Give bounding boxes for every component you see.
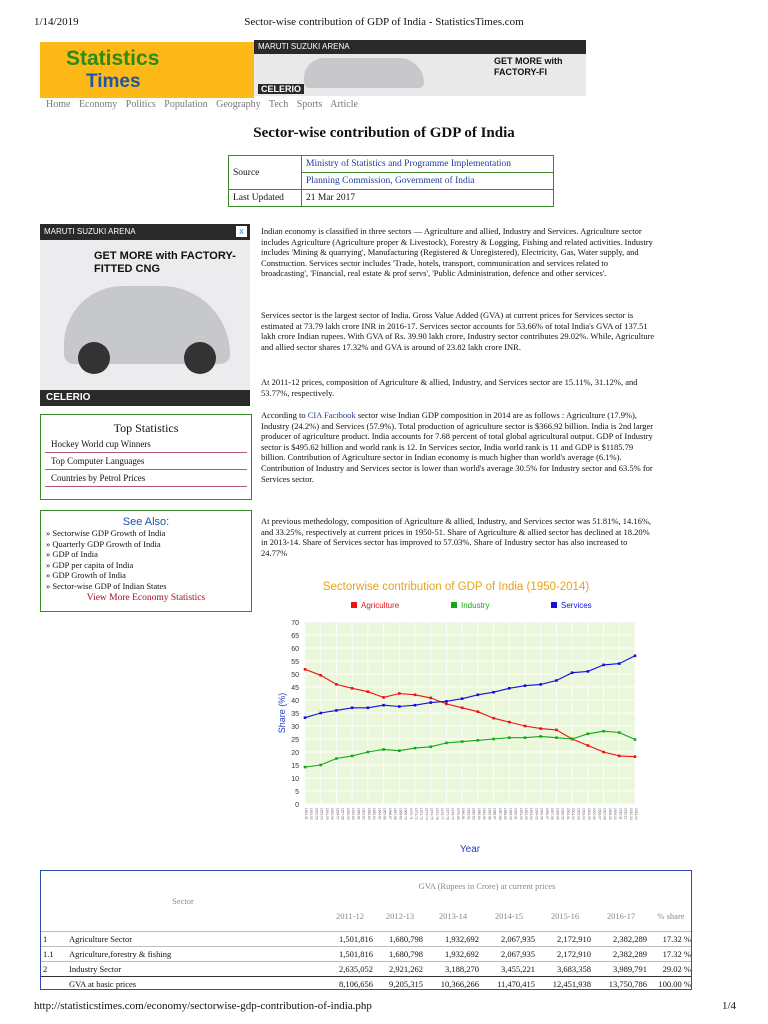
y-tick-label: 50 <box>291 672 299 679</box>
data-point <box>461 697 464 700</box>
source-link-ministry[interactable]: Ministry of Statistics and Programme Implementation <box>302 156 554 173</box>
main-nav <box>46 99 364 110</box>
data-point <box>634 755 637 758</box>
x-tick-label: 1956-57 <box>335 808 340 820</box>
data-point <box>398 749 401 752</box>
row-value: 8,106,656 <box>339 979 373 989</box>
nav-home[interactable]: Home <box>46 99 71 110</box>
see-also-link[interactable]: » Sectorwise GDP Growth of India <box>46 528 166 538</box>
row-share: 17.32 % <box>662 934 691 944</box>
x-tick-label: 1958-59 <box>345 808 350 820</box>
services-paragraph: Services sector is the largest sector of India. Gross Value Added (GVA) at current prices for Services sector is estimated at 73.79 lakh crore INR in 2016-17. Services sector accounts for 53.66% of total India's GVA of 137.51 lakh crore Indian rupees. With GVA of Rs. 39.90 lakh crore, Industry sector contributes 29.02%. While, Agriculture and allied sector shares 17.32% and GVA is around of 23.82 lakh crore INR. <box>261 310 655 352</box>
data-point <box>319 674 322 677</box>
x-tick-label: 1975-76 <box>434 808 439 820</box>
x-tick-label: 1997-98 <box>550 808 555 820</box>
x-tick-label: 2006-07 <box>597 808 602 820</box>
table-row <box>41 977 692 991</box>
top-statistics-box <box>40 414 252 500</box>
row-number <box>41 977 67 991</box>
year-header: 2014-15 <box>494 910 524 921</box>
x-tick-label: 1950-51 <box>304 808 308 820</box>
row-share: 100.00 % <box>658 979 691 989</box>
data-point <box>382 696 385 699</box>
x-tick-label: 1990-91 <box>513 808 518 820</box>
row-sector-name: Agriculture Sector <box>69 934 133 944</box>
data-point <box>555 736 558 739</box>
table-row <box>41 962 692 977</box>
x-tick-label: 2008-09 <box>607 808 612 820</box>
data-point <box>367 707 370 710</box>
see-also-link[interactable]: » GDP Growth of India <box>46 570 126 580</box>
ad-model: CELERIO <box>40 390 250 406</box>
data-point <box>634 655 637 658</box>
data-point <box>429 697 432 700</box>
x-tick-label: 1966-67 <box>387 808 392 820</box>
legend-marker <box>351 602 357 608</box>
data-point <box>539 683 542 686</box>
data-point <box>367 690 370 693</box>
data-point <box>445 742 448 745</box>
data-point <box>508 736 511 739</box>
data-point <box>508 687 511 690</box>
data-point <box>492 717 495 720</box>
data-point <box>524 684 527 687</box>
x-tick-label: 2004-05 <box>586 808 591 820</box>
x-tick-label: 2007-08 <box>602 808 607 820</box>
year-header: 2013-14 <box>438 910 468 921</box>
x-tick-label: 1964-65 <box>377 808 382 820</box>
row-value: 2,921,262 <box>389 964 423 974</box>
source-label: Source <box>229 156 302 190</box>
page-title: Sector-wise contribution of GDP of India <box>253 125 515 141</box>
legend-marker <box>551 602 557 608</box>
prices-paragraph: At 2011-12 prices, composition of Agriculture & allied, Industry, and Services sector are 15.11%, 31.12%, and 53.77%, respectively. <box>261 377 638 398</box>
x-tick-label: 1959-60 <box>351 808 356 820</box>
print-page-number: 1/4 <box>722 1000 737 1012</box>
x-tick-label: 2011-12 <box>623 808 628 820</box>
updated-label: Last Updated <box>229 190 302 207</box>
legend-label: Services <box>561 601 592 610</box>
row-share: 17.32 % <box>662 949 691 959</box>
data-point <box>492 691 495 694</box>
x-tick-label: 1961-62 <box>361 808 366 820</box>
intro-paragraph: Indian economy is classified in three sectors — Agriculture and allied, Industry and Services. Agriculture sector includes Agriculture (Agriculture proper & Livestock), Forestry & Logging, Fishing and related activities. Industry includes 'Mining & quarrying', Manufacturing (Registered & Unregistered), Electricity, Gas, Water supply, and Construction. Services sector includes 'Trade, hotels, transport, communication and services related to broadcasting', 'Financial, real estate & prof servs', 'Public Administration, defence and other services'. <box>261 226 653 279</box>
x-tick-label: 2003-04 <box>581 808 586 820</box>
data-point <box>508 721 511 724</box>
x-tick-label: 2010-11 <box>618 808 623 820</box>
y-tick-label: 65 <box>291 633 299 640</box>
x-tick-label: 2005-06 <box>592 808 597 820</box>
row-value: 2,635,052 <box>339 964 373 974</box>
nav-tech[interactable]: Tech <box>268 99 289 110</box>
x-tick-label: 1991-92 <box>518 808 523 820</box>
x-tick-label: 1996-97 <box>544 808 549 820</box>
x-tick-label: 1957-58 <box>340 808 345 820</box>
data-point <box>618 755 621 758</box>
table-row <box>41 932 692 947</box>
nav-sports[interactable]: Sports <box>296 99 323 110</box>
y-tick-label: 20 <box>291 750 299 757</box>
data-point <box>539 727 542 730</box>
legend-marker <box>451 602 457 608</box>
ad-brand: MARUTI SUZUKI ARENA <box>40 224 250 240</box>
row-sector-name: GVA at basic prices <box>69 979 137 989</box>
nav-geography[interactable]: Geography <box>216 99 261 110</box>
x-tick-label: 1962-63 <box>366 808 371 820</box>
data-point <box>555 729 558 732</box>
source-link-planning-commission[interactable]: Planning Commission, Government of India <box>302 173 554 190</box>
view-more-link[interactable]: View More Economy Statistics <box>86 593 206 603</box>
data-point <box>304 766 307 769</box>
x-tick-label: 1970-71 <box>408 808 413 820</box>
x-axis-title: Year <box>459 844 481 855</box>
x-tick-label: 2013-14 <box>634 808 638 820</box>
row-value: 10,366,266 <box>440 979 479 989</box>
data-point <box>382 704 385 707</box>
data-point <box>571 738 574 741</box>
cia-text: sector wise Indian GDP composition in 2014 are as follows : Agriculture (17.9%), Industry (24.2%) and Services (57.9%). Total production of agriculture sector is $366.92 billion. India is 2nd larger producer of agriculture product. India accounts for 7.68 percent of total global agricultural output. GDP of Industry sector is $495.62 billion and world rank is 12. In Services sector, India world rank is 11 and GDP is $1185.79 billion. Contribution of Agriculture sector in Indian economy is much higher than world's average (6.1%). Contribution of Industry and Services sector is lower than world's average 30.5% for Industry sector and 63.5% for Services sector. <box>261 410 654 484</box>
x-tick-label: 1978-79 <box>450 808 455 820</box>
row-sector-name: Industry Sector <box>69 964 122 974</box>
x-tick-label: 1998-99 <box>555 808 560 820</box>
top-stat-link[interactable]: Hockey World cup Winners <box>45 436 247 453</box>
x-tick-label: 2000-01 <box>565 808 570 820</box>
data-point <box>319 712 322 715</box>
row-value: 2,172,910 <box>557 934 591 944</box>
data-point <box>524 736 527 739</box>
see-also-link[interactable]: » Sector-wise GDP of Indian States <box>46 580 167 591</box>
source-table <box>228 155 554 207</box>
row-value: 11,470,415 <box>497 979 535 989</box>
data-point <box>587 744 590 747</box>
data-point <box>587 670 590 673</box>
x-tick-label: 1960-61 <box>356 808 361 820</box>
row-value: 1,932,692 <box>445 949 479 959</box>
x-tick-label: 1980-81 <box>461 808 466 820</box>
data-point <box>429 746 432 749</box>
row-value: 1,680,798 <box>389 949 423 959</box>
x-tick-label: 1985-86 <box>487 808 492 820</box>
site-logo[interactable] <box>40 42 254 98</box>
x-tick-label: 1994-95 <box>534 808 539 820</box>
row-value: 1,680,798 <box>389 934 423 944</box>
x-tick-label: 1972-73 <box>419 808 424 820</box>
y-tick-label: 40 <box>291 698 299 705</box>
data-point <box>492 738 495 741</box>
year-header: 2012-13 <box>385 910 415 921</box>
data-point <box>445 703 448 706</box>
data-point <box>367 751 370 754</box>
row-share: 29.02 % <box>662 964 691 974</box>
y-tick-label: 30 <box>291 724 299 731</box>
x-tick-label: 2002-03 <box>576 808 581 820</box>
x-tick-label: 1971-72 <box>414 808 418 820</box>
data-point <box>414 747 417 750</box>
data-point <box>571 671 574 674</box>
data-point <box>335 709 338 712</box>
see-also-link[interactable]: » Quarterly GDP Growth of India <box>46 538 161 549</box>
row-value: 2,382,289 <box>613 934 647 944</box>
data-point <box>461 740 464 743</box>
data-point <box>351 687 354 690</box>
y-tick-label: 10 <box>291 776 299 783</box>
data-point <box>319 764 322 767</box>
x-tick-label: 1973-74 <box>424 808 429 820</box>
data-point <box>414 694 417 697</box>
row-value: 13,750,786 <box>608 979 647 989</box>
x-tick-label: 1952-53 <box>314 808 319 820</box>
data-point <box>461 707 464 710</box>
x-tick-label: 1981-82 <box>466 808 471 820</box>
data-point <box>602 751 605 754</box>
x-tick-label: 1963-64 <box>372 808 377 820</box>
row-number: 2 <box>43 964 48 974</box>
y-tick-label: 15 <box>291 763 299 770</box>
row-value: 3,989,791 <box>613 964 647 974</box>
row-value: 3,188,270 <box>445 964 479 974</box>
print-page-title: Sector-wise contribution of GDP of India - StatisticsTimes.com <box>244 16 524 28</box>
sidebar-ad[interactable] <box>40 224 250 406</box>
y-tick-label: 55 <box>291 659 299 666</box>
data-point <box>477 694 480 697</box>
x-tick-label: 2012-13 <box>628 808 633 820</box>
updated-value: 21 Mar 2017 <box>302 190 554 207</box>
see-also-box <box>40 510 252 612</box>
x-tick-label: 1968-69 <box>398 808 403 820</box>
data-point <box>555 679 558 682</box>
top-banner-ad[interactable] <box>254 40 586 96</box>
data-point <box>618 662 621 665</box>
data-point <box>429 701 432 704</box>
nav-article[interactable]: Article <box>330 99 358 110</box>
x-tick-label: 1955-56 <box>330 808 335 820</box>
x-tick-label: 1967-68 <box>393 808 398 820</box>
chart-title: Sectorwise contribution of GDP of India (1950-2014) <box>322 581 590 593</box>
gdp-share-chart <box>255 576 657 860</box>
legend-label: Agriculture <box>361 601 400 610</box>
ad-brand: MARUTI SUZUKI ARENA <box>254 40 586 54</box>
ad-model: CELERIO <box>258 84 304 94</box>
data-point <box>335 683 338 686</box>
x-tick-label: 1989-90 <box>508 808 513 820</box>
data-point <box>414 704 417 707</box>
x-tick-label: 1965-66 <box>382 808 387 820</box>
x-tick-label: 1988-89 <box>503 808 508 820</box>
x-tick-label: 1982-83 <box>471 808 476 820</box>
x-tick-label: 1992-93 <box>524 808 528 820</box>
data-point <box>602 664 605 667</box>
logo-line-1: Statistics <box>66 47 160 70</box>
ad-close-icon[interactable]: x <box>236 226 247 237</box>
y-tick-label: 5 <box>295 789 299 796</box>
data-point <box>477 739 480 742</box>
x-tick-label: 1987-88 <box>497 808 502 820</box>
data-point <box>382 748 385 751</box>
x-tick-label: 1954-55 <box>324 808 329 820</box>
top-stat-link[interactable]: Countries by Petrol Prices <box>45 470 247 487</box>
y-tick-label: 0 <box>295 802 299 809</box>
data-point <box>602 730 605 733</box>
gva-group-header: GVA (Rupees in Crore) at current prices <box>418 880 556 891</box>
logo-line-2: Times <box>86 71 141 92</box>
x-tick-label: 1951-52 <box>309 808 314 820</box>
y-tick-label: 45 <box>291 685 299 692</box>
cia-factbook-link[interactable]: CIA Factbook <box>307 410 356 420</box>
row-value: 3,683,358 <box>557 964 591 974</box>
data-point <box>351 707 354 710</box>
x-tick-label: 1969-70 <box>403 808 408 820</box>
row-value: 2,172,910 <box>557 949 591 959</box>
x-tick-label: 1974-75 <box>429 808 434 820</box>
data-point <box>634 738 637 741</box>
row-number: 1.1 <box>43 949 54 959</box>
table-row <box>41 947 692 962</box>
x-tick-label: 1993-94 <box>529 808 534 820</box>
data-point <box>351 755 354 758</box>
row-value: 9,205,315 <box>389 979 423 989</box>
data-point <box>304 716 307 719</box>
data-point <box>587 733 590 736</box>
history-paragraph: At previous methedology, composition of Agriculture & allied, Industry, and Services sector was 51.81%, 14.16%, and 33.25%, respectively at current prices in 1950-51. Share of Agriculture & allied sector has declined at 18.20% in 2013-14. Share of Services sector has improved to 57.03%. Share of Industry sector has also increased to 24.77% <box>261 516 652 558</box>
ad-tagline: GET MORE with FACTORY-FITTED CNG <box>94 250 236 275</box>
share-header: % share <box>657 910 685 921</box>
ad-tagline: GET MORE with FACTORY-FI <box>494 56 563 77</box>
y-axis-title: Share (%) <box>277 692 287 734</box>
year-header: 2015-16 <box>550 910 580 921</box>
nav-politics[interactable]: Politics <box>125 99 156 110</box>
nav-population[interactable]: Population <box>164 99 208 110</box>
sector-header: Sector <box>172 896 194 906</box>
row-number: 1 <box>43 934 48 944</box>
print-url: http://statisticstimes.com/economy/sectorwise-gdp-contribution-of-india.php <box>34 1000 372 1012</box>
see-also-link[interactable]: » GDP of India <box>46 549 98 559</box>
data-point <box>539 735 542 738</box>
see-also-title: See Also: <box>122 516 170 528</box>
x-tick-label: 2009-10 <box>613 808 618 820</box>
data-point <box>477 710 480 713</box>
see-also-link[interactable]: » GDP per capita of India <box>46 559 134 570</box>
x-tick-label: 1953-54 <box>319 808 324 820</box>
data-point <box>618 731 621 734</box>
legend-label: Industry <box>461 601 490 610</box>
row-sector-name: Agriculture,forestry & fishing <box>69 949 172 959</box>
top-stat-link[interactable]: Top Computer Languages <box>45 453 247 470</box>
x-tick-label: 1979-80 <box>455 808 460 820</box>
year-header: 2016-17 <box>606 910 636 921</box>
x-tick-label: 1983-84 <box>476 808 481 820</box>
row-value: 2,067,935 <box>501 934 535 944</box>
gva-table <box>41 871 692 990</box>
print-date: 1/14/2019 <box>34 16 79 28</box>
x-tick-label: 1986-87 <box>492 808 497 820</box>
x-tick-label: 1999-00 <box>560 808 565 820</box>
data-point <box>524 725 527 728</box>
data-point <box>398 705 401 708</box>
x-tick-label: 1976-77 <box>440 808 445 820</box>
cia-prefix: According to <box>261 410 308 420</box>
year-header: 2011-12 <box>335 910 364 921</box>
row-value: 1,501,816 <box>339 949 373 959</box>
y-tick-label: 35 <box>291 711 299 718</box>
row-value: 2,067,935 <box>501 949 535 959</box>
row-value: 2,382,289 <box>613 949 647 959</box>
data-point <box>445 700 448 703</box>
car-image <box>64 286 230 364</box>
top-statistics-title: Top Statistics <box>113 421 179 435</box>
data-point <box>304 668 307 671</box>
x-tick-label: 1977-78 <box>445 808 450 820</box>
row-value: 1,501,816 <box>339 934 373 944</box>
row-value: 3,455,221 <box>501 964 535 974</box>
x-tick-label: 1995-96 <box>539 808 544 820</box>
x-tick-label: 2001-02 <box>571 808 576 820</box>
cia-paragraph <box>261 410 655 484</box>
y-tick-label: 60 <box>291 646 299 653</box>
y-tick-label: 70 <box>291 620 299 627</box>
car-image <box>304 58 424 88</box>
gva-table-wrapper <box>40 870 692 990</box>
x-tick-label: 1984-85 <box>482 808 487 820</box>
row-value: 1,932,692 <box>445 934 479 944</box>
nav-economy[interactable]: Economy <box>78 99 118 110</box>
data-point <box>398 692 401 695</box>
y-tick-label: 25 <box>291 737 299 744</box>
data-point <box>335 757 338 760</box>
row-value: 12,451,938 <box>552 979 591 989</box>
